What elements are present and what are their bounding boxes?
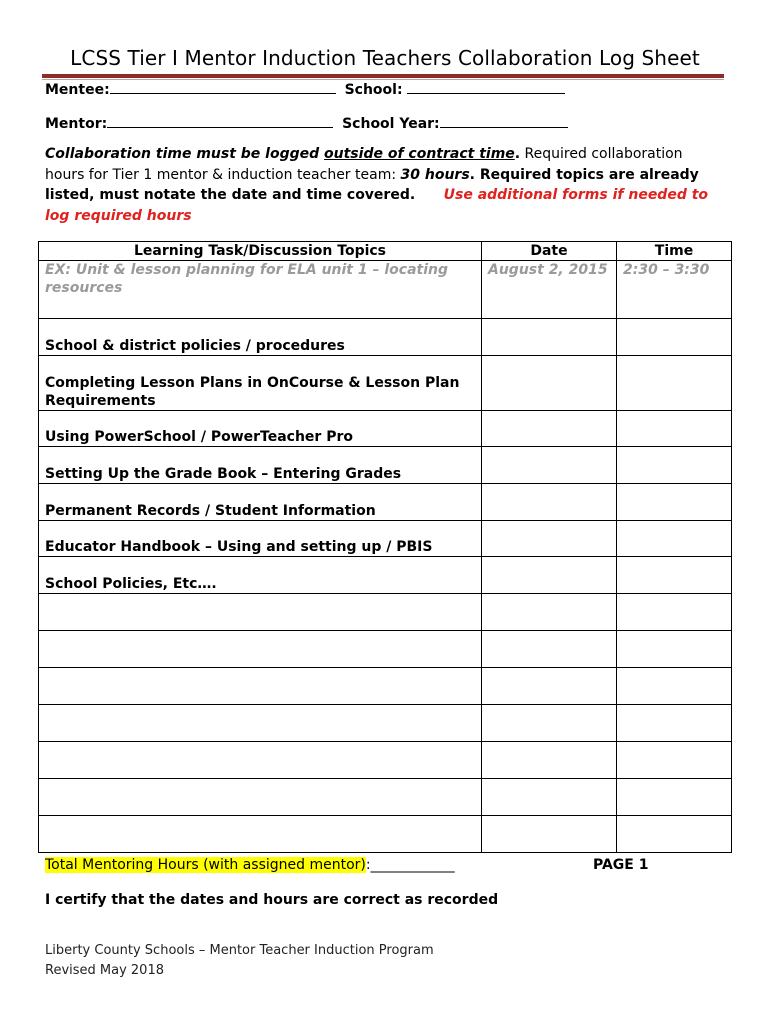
date-cell[interactable] [482, 779, 617, 816]
table-row [39, 742, 732, 779]
topic-cell [39, 705, 482, 742]
school-year-field[interactable] [440, 113, 568, 128]
total-hours-label: Total Mentoring Hours (with assigned mentor) [45, 857, 366, 873]
intro-red-note: Use additional forms if needed to log required hours [45, 187, 709, 224]
table-row [39, 484, 732, 521]
time-cell[interactable] [617, 557, 732, 594]
time-cell[interactable] [617, 411, 732, 447]
time-cell[interactable] [617, 779, 732, 816]
page-number: PAGE 1 [593, 857, 649, 873]
time-cell[interactable] [617, 484, 732, 521]
date-cell[interactable] [482, 631, 617, 668]
intro-text-2: . [514, 146, 521, 162]
title-rule [42, 74, 724, 78]
mentor-field[interactable] [107, 113, 333, 128]
date-cell[interactable] [482, 816, 617, 853]
topic-cell: Permanent Records / Student Information [39, 484, 482, 521]
table-row [39, 594, 732, 631]
mentee-row [45, 79, 565, 98]
date-cell[interactable] [482, 557, 617, 594]
topic-cell: Completing Lesson Plans in OnCourse & Lesson Plan Requirements [39, 356, 482, 411]
table-row [39, 779, 732, 816]
topic-cell [39, 594, 482, 631]
example-date: August 2, 2015 [482, 261, 617, 319]
table-row [39, 356, 732, 411]
total-hours-line [45, 857, 455, 873]
footer-revised: Revised May 2018 [45, 963, 164, 978]
intro-text-4: . Required topics are already listed, must notate the date and time covered. [45, 166, 699, 203]
topic-cell: Setting Up the Grade Book – Entering Grades [39, 447, 482, 484]
time-cell[interactable] [617, 631, 732, 668]
certify-statement: I certify that the dates and hours are correct as recorded [45, 892, 499, 908]
date-cell[interactable] [482, 411, 617, 447]
mentee-field[interactable] [110, 79, 336, 94]
table-row [39, 668, 732, 705]
example-topic: EX: Unit & lesson planning for ELA unit 1 – locating resources [39, 261, 482, 319]
table-row [39, 631, 732, 668]
header-topics: Learning Task/Discussion Topics [39, 242, 482, 261]
mentor-row [45, 113, 568, 132]
time-cell[interactable] [617, 668, 732, 705]
example-row [39, 261, 732, 319]
time-cell[interactable] [617, 742, 732, 779]
time-cell[interactable] [617, 319, 732, 356]
topic-cell: School Policies, Etc…. [39, 557, 482, 594]
mentee-label: Mentee: [45, 82, 110, 98]
intro-text-1: Collaboration time must be logged [45, 146, 325, 162]
topic-cell [39, 816, 482, 853]
date-cell[interactable] [482, 742, 617, 779]
date-cell[interactable] [482, 484, 617, 521]
date-cell[interactable] [482, 319, 617, 356]
table-row [39, 816, 732, 853]
date-cell[interactable] [482, 521, 617, 557]
date-cell[interactable] [482, 668, 617, 705]
header-date: Date [482, 242, 617, 261]
intro-hours: 30 hours [400, 166, 470, 183]
instructions [45, 144, 715, 226]
topic-cell: Educator Handbook – Using and setting up / PBIS [39, 521, 482, 557]
table-row [39, 557, 732, 594]
page-title: LCSS Tier I Mentor Induction Teachers Collaboration Log Sheet [70, 46, 700, 70]
topic-cell [39, 779, 482, 816]
time-cell[interactable] [617, 447, 732, 484]
collaboration-log-table [38, 241, 732, 853]
table-row [39, 411, 732, 447]
school-year-label: School Year: [342, 116, 440, 132]
footer-program: Liberty County Schools – Mentor Teacher Induction Program [45, 943, 434, 958]
table-row [39, 521, 732, 557]
footer [45, 941, 434, 981]
date-cell[interactable] [482, 705, 617, 742]
table-row [39, 705, 732, 742]
table-header-row [39, 242, 732, 261]
topic-cell [39, 668, 482, 705]
time-cell[interactable] [617, 594, 732, 631]
time-cell[interactable] [617, 816, 732, 853]
topic-cell [39, 742, 482, 779]
school-field[interactable] [407, 79, 565, 94]
mentor-label: Mentor: [45, 116, 108, 132]
topic-cell: Using PowerSchool / PowerTeacher Pro [39, 411, 482, 447]
school-label: School: [344, 82, 403, 98]
table-row [39, 319, 732, 356]
time-cell[interactable] [617, 705, 732, 742]
total-hours-field[interactable]: :____________ [365, 857, 455, 873]
time-cell[interactable] [617, 521, 732, 557]
intro-text-3: Required collaboration hours for Tier 1 mentor & induction teacher team: [45, 146, 683, 183]
topic-cell [39, 631, 482, 668]
date-cell[interactable] [482, 447, 617, 484]
table-row [39, 447, 732, 484]
intro-emphasis: outside of contract time [324, 146, 515, 162]
date-cell[interactable] [482, 356, 617, 411]
date-cell[interactable] [482, 594, 617, 631]
topic-cell: School & district policies / procedures [39, 319, 482, 356]
time-cell[interactable] [617, 356, 732, 411]
example-time: 2:30 – 3:30 [617, 261, 732, 319]
header-time: Time [617, 242, 732, 261]
